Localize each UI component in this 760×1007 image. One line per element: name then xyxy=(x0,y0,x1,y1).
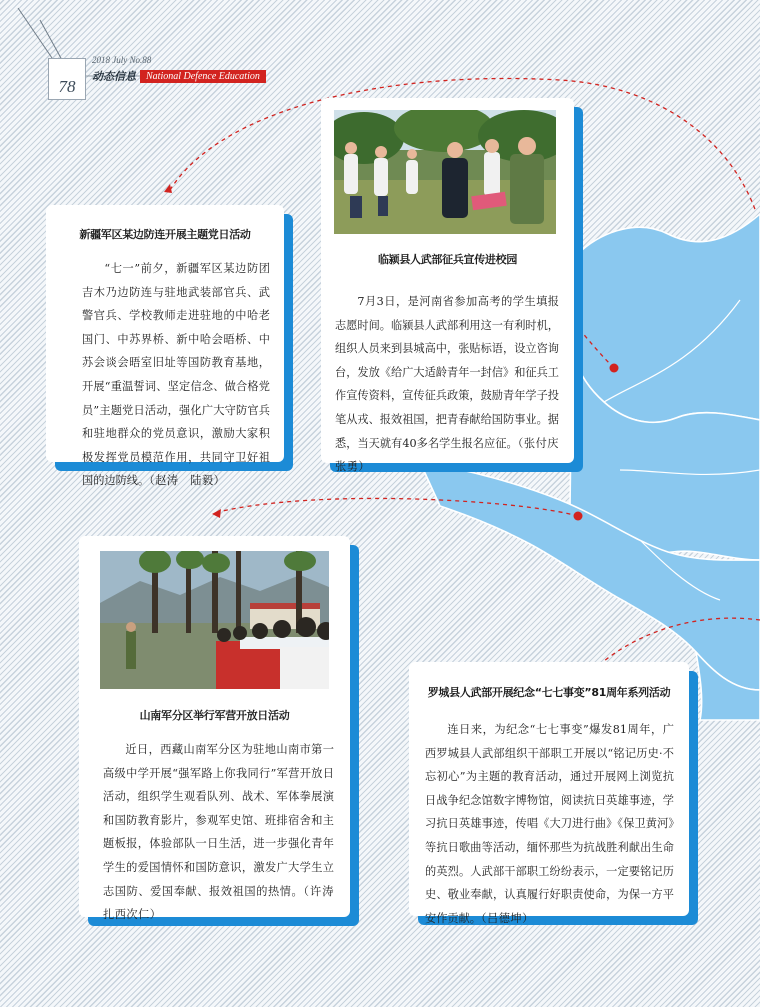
article-byline: （许涛 扎西次仁） xyxy=(103,884,346,922)
article-body xyxy=(103,738,346,927)
article-body xyxy=(335,290,571,479)
article-body xyxy=(82,257,270,493)
article-body xyxy=(425,718,674,930)
article-byline: （张付庆 张勇） xyxy=(335,436,571,474)
article-byline: （赵涛 陆毅） xyxy=(149,474,226,488)
issue-label: 2018 July No.88 xyxy=(92,55,152,65)
map-region-north xyxy=(570,214,760,422)
article-title: 山南军分区举行军营开放日活动 xyxy=(139,709,290,722)
article-card-xinjiang xyxy=(46,205,284,488)
column-title-cn: 动态信息 xyxy=(92,70,136,83)
article-text: 近日，西藏山南军分区为驻地山南市第一高级中学开展“强军路上你我同行”军营开放日活动，组织学生观看队列、战术、军体拳展演和国防教育影片，参观军史馆、班排宿舍和主题板报，体验部队一日生活，进一步强化青年学生的爱国情怀和国防意识，激发广大学生立志国防、爱国奉献、报效祖国的热情。 xyxy=(103,743,334,898)
article-card-linying xyxy=(321,98,574,474)
article-title: 新疆军区某边防连开展主题党日活动 xyxy=(79,228,251,241)
article-title: 罗城县人武部开展纪念“七七事变”81周年系列活动 xyxy=(427,686,671,699)
article-title: 临颍县人武部征兵宣传进校园 xyxy=(377,253,518,266)
article-card-shannan xyxy=(79,536,350,922)
column-heading xyxy=(92,68,266,84)
article-card-luocheng xyxy=(409,662,689,925)
article-text: 7月3日，是河南省参加高考的学生填报志愿时间。临颍县人武部利用这一有利时机，组织人员来到县城高中，张贴标语，设立咨询台，发放《给广大适龄青年一封信》和征兵工作宣传资料，宣传征兵政策，鼓励青年学子投笔从戎、报效祖国，把青春献给国防事业。据悉，当天就有40多名学生报名应征。 xyxy=(335,295,559,450)
article-photo-open-day xyxy=(100,551,329,689)
article-photo-recruitment xyxy=(334,110,556,234)
article-text: 连日来，为纪念“七七事变”爆发81周年，广西罗城县人武部组织干部职工开展以“铭记历史·不忘初心”为主题的教育活动，通过开展网上浏览抗日战争纪念馆数字博物馆，阅读抗日英雄事迹，学习抗日英雄事迹，传唱《大刀进行曲》《保卫黄河》等抗日歌曲等活动，缅怀那些为抗战胜利献出生命的英烈。人武部干部职工纷纷表示，一定要铭记历史、敬业奉献，认真履行好职责使命，为保一方平安作贡献。 xyxy=(425,723,674,925)
article-byline: （吕德坤） xyxy=(480,911,534,925)
page-header xyxy=(0,0,760,110)
article-text: “七一”前夕，新疆军区某边防团吉木乃边防连与驻地武装部官兵、武警官兵、学校教师走进驻地的中哈老国门、中苏界桥、新中哈会晤桥、中苏会谈会晤室旧址等国防教育基地，开展“重温誓词、坚定信念、做合格党员”主题党日活动，强化广大守防官兵和驻地群众的党员意识，激励大家积极发挥党员模范作用，共同守卫好祖国的边防线。 xyxy=(82,262,270,488)
column-title-en: National Defence Education xyxy=(140,70,266,83)
page-number: 78 xyxy=(48,58,86,100)
